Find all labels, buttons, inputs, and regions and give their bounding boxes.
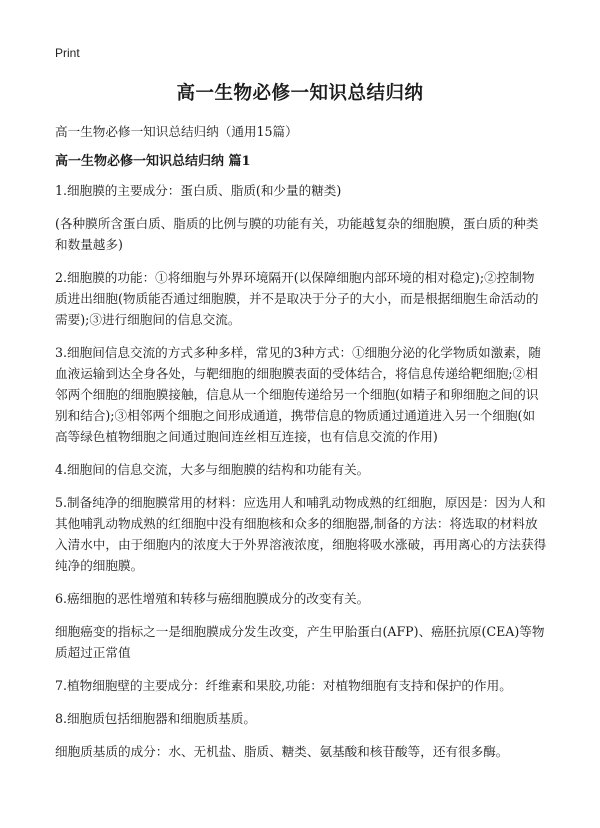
paragraph-5: 4.细胞间的信息交流，大多与细胞膜的结构和功能有关。 xyxy=(55,462,370,477)
paragraph-8: 细胞癌变的指标之一是细胞膜成分发生改变，产生甲胎蛋白(AFP)、癌胚抗原(CEA)等物质超过正常值 xyxy=(55,624,545,660)
document-subtitle: 高一生物必修一知识总结归纳（通用15篇） xyxy=(55,124,298,139)
paragraph-1: 1.细胞膜的主要成分：蛋白质、脂质(和少量的糖类) xyxy=(55,183,342,198)
print-label[interactable]: Print xyxy=(55,46,80,60)
document-body xyxy=(55,121,547,774)
document-title: 高一生物必修一知识总结归纳 xyxy=(176,83,424,104)
paragraph-7: 6.癌细胞的恶性增殖和转移与癌细胞膜成分的改变有关。 xyxy=(55,591,370,606)
paragraph-10: 8.细胞质包括细胞器和细胞质基质。 xyxy=(55,711,256,726)
paragraph-3: 2.细胞膜的功能：①将细胞与外界环境隔开(以保障细胞内部环境的相对稳定);②控制物质进出细胞(物质能否通过细胞膜，并不是取决于分子的大小，而是根据细胞生命活动的需要);③进行细胞间的信息交流。 xyxy=(55,270,539,327)
section-heading: 高一生物必修一知识总结归纳 篇1 xyxy=(55,154,251,169)
paragraph-11: 细胞质基质的成分：水、无机盐、脂质、糖类、氨基酸和核苷酸等，还有很多酶。 xyxy=(55,744,509,759)
paragraph-4: 3.细胞间信息交流的方式多种多样，常见的3种方式：①细胞分泌的化学物质如激素，随血液运输到达全身各处，与靶细胞的细胞膜表面的受体结合，将信息传递给靶细胞;②相邻两个细胞的细胞膜接触，信息从一个细胞传递给另一个细胞(如精子和卵细胞之间的识别和结合);③相邻两个细胞之间形成通道，携带信息的物质通过通道进入另一个细胞(如高等绿色植物细胞之间通过胞间连丝相互连接，也有信息交流的作用) xyxy=(55,345,541,444)
paragraph-6: 5.制备纯净的细胞膜常用的材料：应选用人和哺乳动物成熟的红细胞，原因是：因为人和其他哺乳动物成熟的红细胞中没有细胞核和众多的细胞器,制备的方法：将选取的材料放入清水中，由于细胞内的浓度大于外界溶液浓度，细胞将吸水涨破，再用离心的方法获得纯净的细胞膜。 xyxy=(55,495,547,573)
paragraph-2: (各种膜所含蛋白质、脂质的比例与膜的功能有关，功能越复杂的细胞膜，蛋白质的种类和数量越多) xyxy=(55,216,539,252)
paragraph-9: 7.植物细胞壁的主要成分：纤维素和果胶,功能：对植物细胞有支持和保护的作用。 xyxy=(55,678,512,693)
